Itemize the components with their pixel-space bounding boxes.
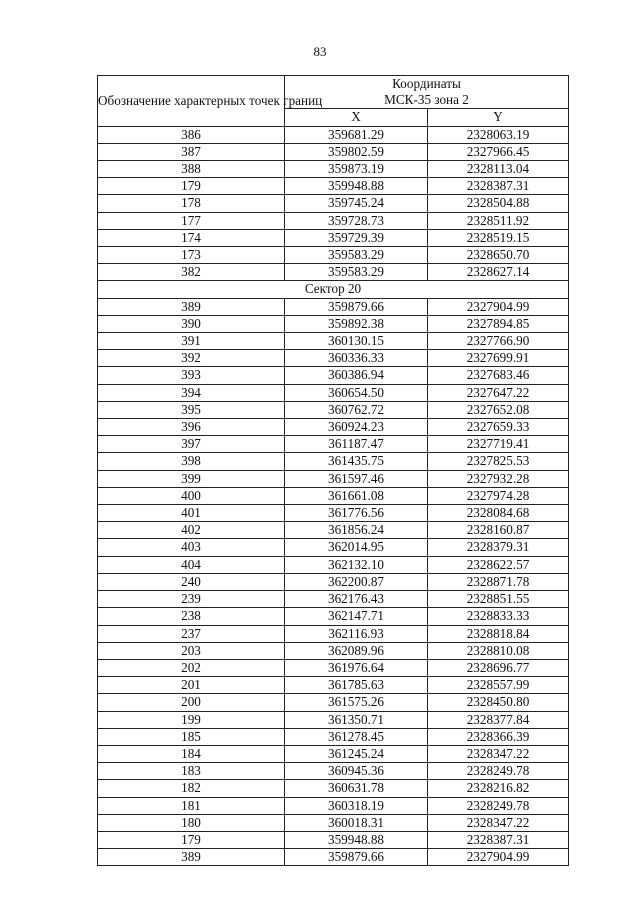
cell-x: 361785.63: [285, 677, 428, 694]
cell-y: 2328627.14: [428, 264, 569, 281]
cell-point: 184: [98, 745, 285, 762]
cell-x: 359583.29: [285, 264, 428, 281]
cell-x: 362200.87: [285, 573, 428, 590]
cell-y: 2328851.55: [428, 591, 569, 608]
cell-point: 173: [98, 247, 285, 264]
cell-y: 2328249.78: [428, 797, 569, 814]
table-row: [98, 556, 569, 573]
cell-y: 2328387.31: [428, 831, 569, 848]
cell-x: 360924.23: [285, 419, 428, 436]
cell-point: 177: [98, 212, 285, 229]
table-row: [98, 436, 569, 453]
cell-x: 361976.64: [285, 659, 428, 676]
cell-x: 359729.39: [285, 229, 428, 246]
cell-x: 361661.08: [285, 487, 428, 504]
cell-point: 183: [98, 763, 285, 780]
cell-y: 2328871.78: [428, 573, 569, 590]
cell-x: 360654.50: [285, 384, 428, 401]
cell-point: 396: [98, 419, 285, 436]
table-row: [98, 591, 569, 608]
cell-y: 2328377.84: [428, 711, 569, 728]
cell-y: 2328366.39: [428, 728, 569, 745]
table-row: [98, 367, 569, 384]
cell-point: 200: [98, 694, 285, 711]
point-label-header: Обозначение характерных точек границ: [98, 76, 285, 127]
cell-point: 182: [98, 780, 285, 797]
cell-x: 359873.19: [285, 161, 428, 178]
table-row: [98, 401, 569, 418]
page-number: 83: [313, 44, 327, 59]
cell-y: 2328347.22: [428, 745, 569, 762]
cell-point: 199: [98, 711, 285, 728]
cell-x: 359892.38: [285, 315, 428, 332]
cell-y: 2328113.04: [428, 161, 569, 178]
table-row: [98, 161, 569, 178]
table-row: [98, 573, 569, 590]
coordinates-table: [97, 75, 569, 866]
table-row: [98, 694, 569, 711]
cell-y: 2328450.80: [428, 694, 569, 711]
cell-x: 360762.72: [285, 401, 428, 418]
cell-point: 382: [98, 264, 285, 281]
table-row: [98, 298, 569, 315]
cell-x: 360631.78: [285, 780, 428, 797]
cell-y: 2328557.99: [428, 677, 569, 694]
table-row: [98, 195, 569, 212]
cell-point: 388: [98, 161, 285, 178]
cell-y: 2327652.08: [428, 401, 569, 418]
cell-point: 201: [98, 677, 285, 694]
cell-y: 2327683.46: [428, 367, 569, 384]
cell-y: 2327904.99: [428, 849, 569, 866]
cell-y: 2327647.22: [428, 384, 569, 401]
cell-x: 362116.93: [285, 625, 428, 642]
table-row: [98, 677, 569, 694]
cell-y: 2327825.53: [428, 453, 569, 470]
cell-point: 240: [98, 573, 285, 590]
cell-x: 362132.10: [285, 556, 428, 573]
cell-point: 174: [98, 229, 285, 246]
table-row: [98, 797, 569, 814]
cell-y: 2328347.22: [428, 814, 569, 831]
table-row: [98, 178, 569, 195]
table-row: [98, 264, 569, 281]
table-row: [98, 487, 569, 504]
cell-y: 2328387.31: [428, 178, 569, 195]
cell-point: 203: [98, 642, 285, 659]
cell-x: 359728.73: [285, 212, 428, 229]
section-title: Сектор 20: [98, 281, 569, 298]
cell-point: 239: [98, 591, 285, 608]
table-row: [98, 814, 569, 831]
cell-x: 361278.45: [285, 728, 428, 745]
cell-y: 2328696.77: [428, 659, 569, 676]
cell-y: 2328519.15: [428, 229, 569, 246]
cell-x: 359583.29: [285, 247, 428, 264]
cell-x: 359802.59: [285, 143, 428, 160]
cell-y: 2327966.45: [428, 143, 569, 160]
table-row: [98, 728, 569, 745]
cell-point: 392: [98, 350, 285, 367]
table-row: [98, 143, 569, 160]
table-row: [98, 333, 569, 350]
cell-y: 2328650.70: [428, 247, 569, 264]
cell-x: 360018.31: [285, 814, 428, 831]
cell-y: 2327904.99: [428, 298, 569, 315]
cell-point: 386: [98, 126, 285, 143]
table-row: [98, 763, 569, 780]
table-body: [98, 126, 569, 866]
table-row: [98, 539, 569, 556]
table-row: [98, 453, 569, 470]
table-row: [98, 522, 569, 539]
cell-point: 387: [98, 143, 285, 160]
cell-point: 393: [98, 367, 285, 384]
cell-y: 2328818.84: [428, 625, 569, 642]
cell-point: 400: [98, 487, 285, 504]
cell-x: 361435.75: [285, 453, 428, 470]
cell-x: 359948.88: [285, 178, 428, 195]
cell-x: 361350.71: [285, 711, 428, 728]
cell-y: 2327932.28: [428, 470, 569, 487]
cell-point: 401: [98, 505, 285, 522]
cell-y: 2327719.41: [428, 436, 569, 453]
cell-point: 202: [98, 659, 285, 676]
table-row: [98, 642, 569, 659]
cell-point: 398: [98, 453, 285, 470]
cell-x: 360318.19: [285, 797, 428, 814]
cell-point: 185: [98, 728, 285, 745]
cell-x: 359948.88: [285, 831, 428, 848]
cell-x: 362089.96: [285, 642, 428, 659]
cell-point: 179: [98, 178, 285, 195]
table-row: [98, 659, 569, 676]
cell-x: 361597.46: [285, 470, 428, 487]
table-row: [98, 384, 569, 401]
table-row: [98, 247, 569, 264]
x-column-header: X: [285, 109, 428, 126]
cell-point: 404: [98, 556, 285, 573]
coordinates-title: Координаты: [392, 76, 461, 91]
cell-point: 389: [98, 849, 285, 866]
cell-y: 2328379.31: [428, 539, 569, 556]
cell-point: 390: [98, 315, 285, 332]
table-row: [98, 608, 569, 625]
table-row: [98, 126, 569, 143]
cell-y: 2328622.57: [428, 556, 569, 573]
cell-point: 181: [98, 797, 285, 814]
cell-point: 179: [98, 831, 285, 848]
cell-point: 238: [98, 608, 285, 625]
cell-x: 360386.94: [285, 367, 428, 384]
cell-point: 180: [98, 814, 285, 831]
cell-x: 360945.36: [285, 763, 428, 780]
cell-x: 362014.95: [285, 539, 428, 556]
cell-y: 2328249.78: [428, 763, 569, 780]
cell-point: 389: [98, 298, 285, 315]
table-row: [98, 625, 569, 642]
cell-x: 361776.56: [285, 505, 428, 522]
cell-x: 361245.24: [285, 745, 428, 762]
cell-y: 2328084.68: [428, 505, 569, 522]
table-row: [98, 212, 569, 229]
cell-y: 2327699.91: [428, 350, 569, 367]
cell-y: 2328810.08: [428, 642, 569, 659]
cell-x: 360130.15: [285, 333, 428, 350]
table-row: [98, 470, 569, 487]
table-row: [98, 350, 569, 367]
cell-x: 362147.71: [285, 608, 428, 625]
cell-point: 395: [98, 401, 285, 418]
y-column-header: Y: [428, 109, 569, 126]
cell-x: 360336.33: [285, 350, 428, 367]
cell-x: 361856.24: [285, 522, 428, 539]
cell-x: 361187.47: [285, 436, 428, 453]
table-row: [98, 849, 569, 866]
table-row: [98, 315, 569, 332]
cell-x: 359745.24: [285, 195, 428, 212]
section-row: [98, 281, 569, 298]
cell-y: 2327974.28: [428, 487, 569, 504]
table-row: [98, 229, 569, 246]
cell-y: 2328160.87: [428, 522, 569, 539]
cell-point: 391: [98, 333, 285, 350]
table-row: [98, 831, 569, 848]
table-row: [98, 711, 569, 728]
cell-y: 2327894.85: [428, 315, 569, 332]
cell-point: 402: [98, 522, 285, 539]
table-row: [98, 505, 569, 522]
cell-point: 178: [98, 195, 285, 212]
cell-y: 2328216.82: [428, 780, 569, 797]
cell-point: 237: [98, 625, 285, 642]
coordinates-subtitle: МСК-35 зона 2: [384, 92, 469, 108]
table-row: [98, 780, 569, 797]
cell-y: 2327659.33: [428, 419, 569, 436]
cell-point: 397: [98, 436, 285, 453]
cell-point: 394: [98, 384, 285, 401]
cell-x: 359879.66: [285, 849, 428, 866]
table-row: [98, 419, 569, 436]
cell-x: 359681.29: [285, 126, 428, 143]
cell-y: 2328504.88: [428, 195, 569, 212]
cell-y: 2328511.92: [428, 212, 569, 229]
table-row: [98, 745, 569, 762]
cell-point: 399: [98, 470, 285, 487]
cell-y: 2328063.19: [428, 126, 569, 143]
cell-y: 2327766.90: [428, 333, 569, 350]
coordinates-header: [285, 76, 569, 109]
cell-x: 361575.26: [285, 694, 428, 711]
cell-y: 2328833.33: [428, 608, 569, 625]
cell-point: 403: [98, 539, 285, 556]
cell-x: 359879.66: [285, 298, 428, 315]
cell-x: 362176.43: [285, 591, 428, 608]
